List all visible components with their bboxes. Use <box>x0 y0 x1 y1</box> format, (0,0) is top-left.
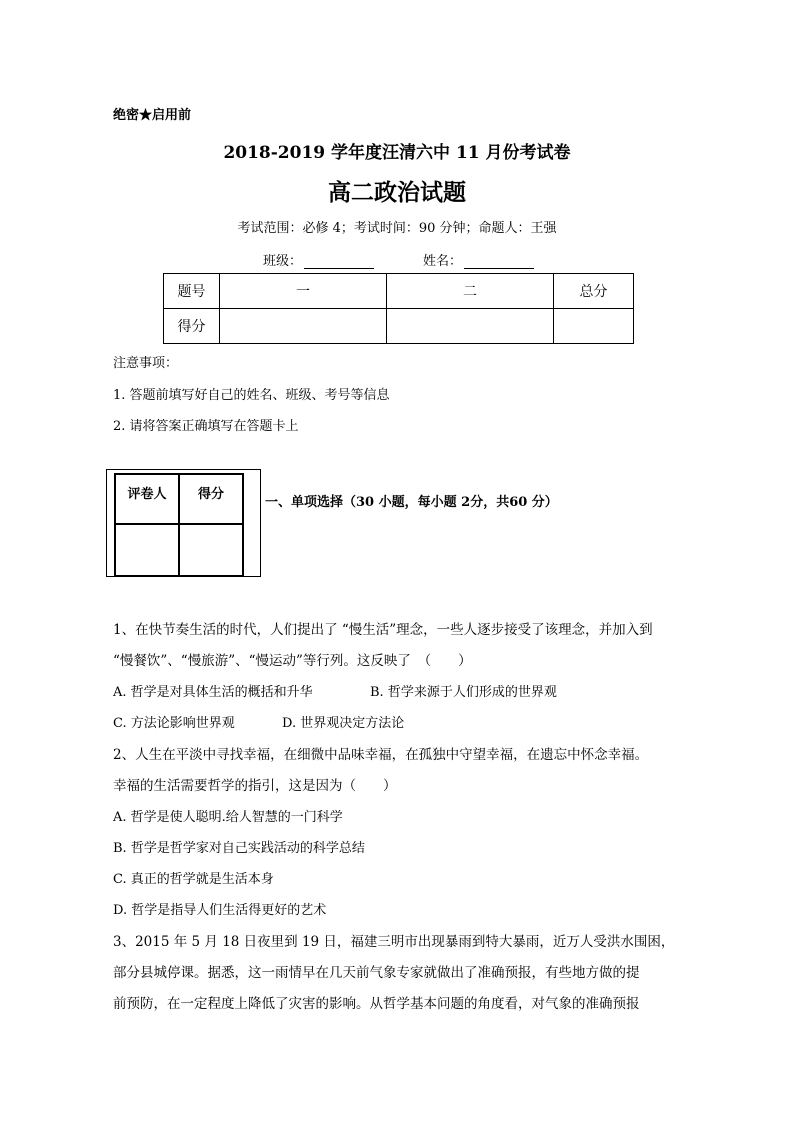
score-cell[interactable] <box>387 309 554 344</box>
name-field[interactable] <box>423 250 534 269</box>
name-label: 姓名： <box>423 254 463 269</box>
score-cell[interactable] <box>220 309 387 344</box>
question-1-option-c[interactable]: C. 方法论影响世界观 <box>113 716 235 731</box>
score-table-score-row <box>164 309 634 344</box>
question-1-option-b[interactable]: B. 哲学来源于人们形成的世界观 <box>370 685 557 700</box>
score-header-cell: 题号 <box>164 274 220 309</box>
question-2-option-c[interactable]: C. 真正的哲学就是生活本身 <box>113 872 274 887</box>
class-blank[interactable] <box>304 254 374 269</box>
exam-title: 2018-2019 学年度汪清六中 11 月份考试卷 <box>223 143 571 163</box>
score-header-cell: 一 <box>220 274 387 309</box>
question-1-line-2: “慢餐饮”、“慢旅游”、“慢运动”等行列。这反映了 （ ） <box>113 653 472 669</box>
question-2-option-b[interactable]: B. 哲学是哲学家对自己实践活动的科学总结 <box>113 841 365 856</box>
class-label: 班级： <box>263 254 303 269</box>
section-title: 一、单项选择（30 小题，每小题 2分，共60 分） <box>265 495 558 510</box>
question-3-line-2: 部分县城停课。据悉，这一雨情早在几天前气象专家就做出了准确预报，有些地方做的提 <box>113 965 640 981</box>
score-row-label: 得分 <box>164 309 220 344</box>
grader-cell[interactable] <box>115 524 179 576</box>
score-header-cell: 二 <box>387 274 554 309</box>
question-2-option-d[interactable]: D. 哲学是指导人们生活得更好的艺术 <box>113 903 327 918</box>
question-2-line-1: 2、人生在平淡中寻找幸福，在细微中品味幸福，在孤独中守望幸福，在遗忘中怀念幸福。 <box>113 747 649 763</box>
question-1-option-a[interactable]: A. 哲学是对具体生活的概括和升华 <box>113 685 313 700</box>
question-1-line-1: 1、在快节奏生活的时代，人们提出了 “慢生活”理念，一些人逐步接受了该理念，并加入到 <box>113 622 653 638</box>
score-header-cell: 总分 <box>554 274 634 309</box>
grader-cell[interactable] <box>179 524 243 576</box>
notice-item: 2. 请将答案正确填写在答题卡上 <box>113 419 299 434</box>
score-table <box>163 273 634 344</box>
score-table-header-row <box>164 274 634 309</box>
question-3-line-3: 前预防，在一定程度上降低了灾害的影响。从哲学基本问题的角度看，对气象的准确预报 <box>113 996 640 1012</box>
class-field[interactable] <box>263 250 374 269</box>
name-blank[interactable] <box>464 254 534 269</box>
grader-header-cell: 得分 <box>179 474 243 524</box>
score-cell[interactable] <box>554 309 634 344</box>
notice-title: 注意事项： <box>113 356 179 371</box>
exam-info: 考试范围：必修 4；考试时间：90 分钟；命题人：王强 <box>237 221 557 236</box>
grader-header-cell: 评卷人 <box>115 474 179 524</box>
subject-title: 高二政治试题 <box>328 179 466 206</box>
notice-item: 1. 答题前填写好自己的姓名、班级、考号等信息 <box>113 388 390 403</box>
question-2-line-2: 幸福的生活需要哲学的指引，这是因为（ ） <box>113 778 397 794</box>
question-2-option-a[interactable]: A. 哲学是使人聪明.给人智慧的一门科学 <box>113 810 343 825</box>
question-1-option-d[interactable]: D. 世界观决定方法论 <box>282 716 405 731</box>
confidential-label: 绝密★启用前 <box>113 108 192 123</box>
question-3-line-1: 3、2015 年 5 月 18 日夜里到 19 日，福建三明市出现暴雨到特大暴雨，近万人受洪水围困， <box>113 934 675 950</box>
grader-table <box>114 473 244 577</box>
